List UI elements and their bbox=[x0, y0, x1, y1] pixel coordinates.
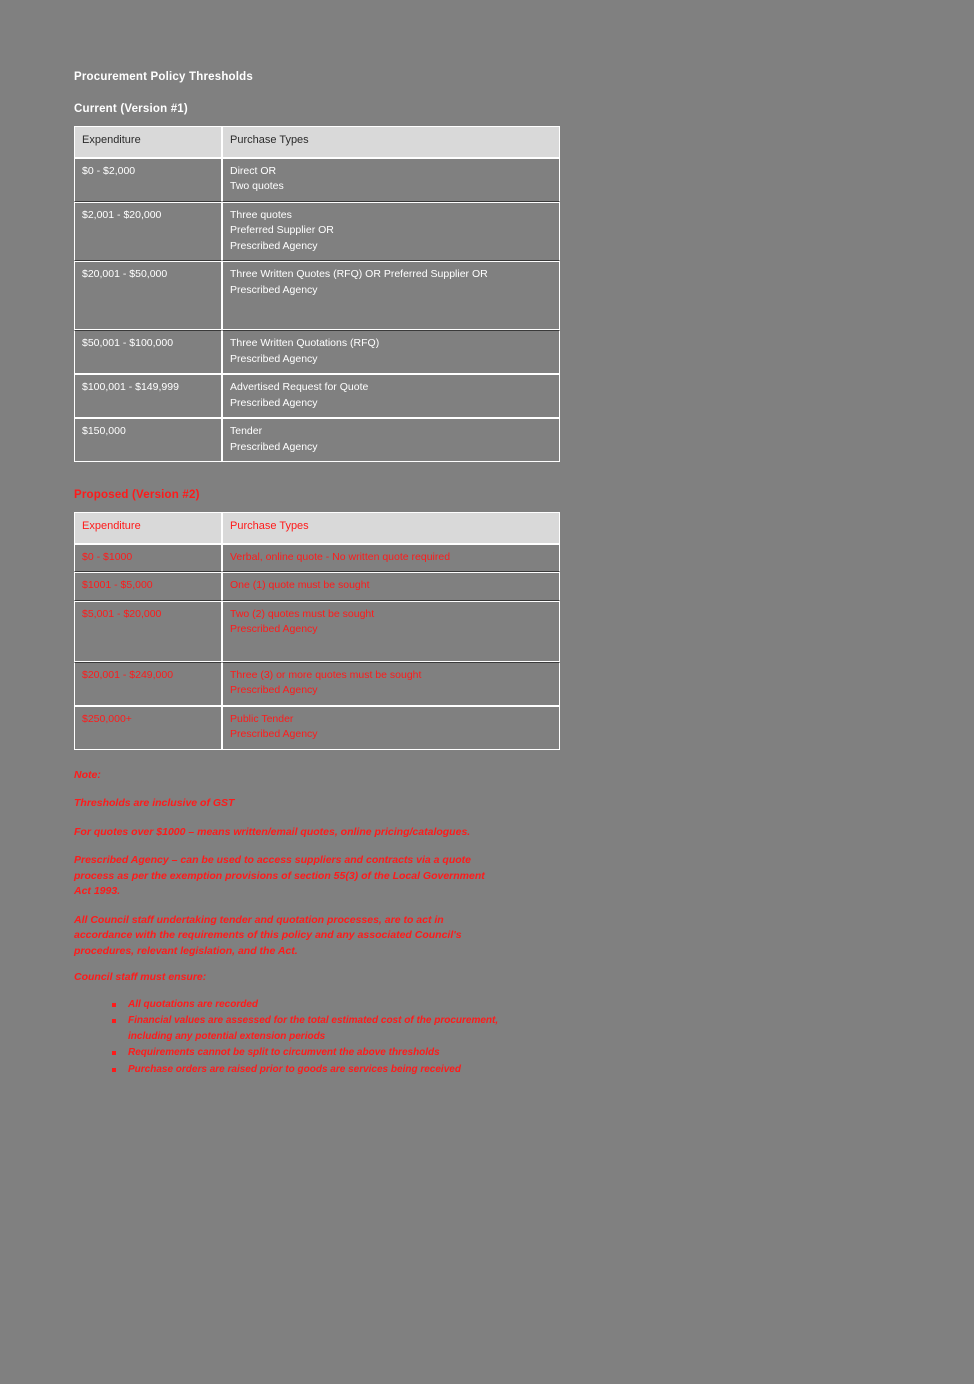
cell-purchase-types bbox=[222, 374, 560, 418]
table-header-row bbox=[74, 512, 560, 544]
proposed-version-heading: Proposed (Version #2) bbox=[74, 489, 200, 501]
cell-line: Three (3) or more quotes must be sought bbox=[230, 668, 422, 681]
table-row bbox=[74, 572, 560, 601]
note-list-intro: Council staff must ensure: bbox=[74, 971, 207, 983]
cell-purchase-types bbox=[222, 202, 560, 262]
cell-purchase-types bbox=[222, 261, 560, 330]
bullet-square-icon bbox=[112, 1003, 116, 1007]
notes-label: Note: bbox=[74, 768, 101, 781]
cell-expenditure: $20,001 - $249,000 bbox=[74, 662, 222, 706]
cell-line: Preferred Supplier OR bbox=[230, 224, 334, 236]
list-item bbox=[112, 1013, 504, 1044]
cell-purchase-types bbox=[222, 418, 560, 462]
table-row bbox=[74, 374, 560, 418]
cell-expenditure: $1001 - $5,000 bbox=[74, 572, 222, 601]
table-header-row bbox=[74, 126, 560, 158]
table-row bbox=[74, 662, 560, 706]
bullet-square-icon bbox=[112, 1068, 116, 1072]
column-header-purchase-types: Purchase Types bbox=[222, 512, 560, 544]
cell-line: Three Written Quotes (RFQ) OR Preferred Supplier OR bbox=[230, 268, 488, 280]
cell-expenditure: $250,000+ bbox=[74, 706, 222, 750]
cell-line: Prescribed Agency bbox=[230, 728, 318, 740]
table-row bbox=[74, 544, 560, 573]
section-spacer bbox=[74, 462, 974, 488]
page-title: Procurement Policy Thresholds bbox=[74, 71, 253, 83]
cell-line: Prescribed Agency bbox=[230, 440, 318, 453]
cell-purchase-types bbox=[222, 706, 560, 750]
list-item bbox=[112, 997, 504, 1013]
cell-expenditure: $100,001 - $149,999 bbox=[74, 374, 222, 418]
list-item-label: Requirements cannot be split to circumvent the above thresholds bbox=[128, 1047, 440, 1058]
table-row bbox=[74, 202, 560, 262]
cell-line: Three quotes bbox=[230, 208, 292, 221]
cell-purchase-types bbox=[222, 158, 560, 202]
cell-line: Public Tender bbox=[230, 712, 294, 725]
cell-line: One (1) quote must be sought bbox=[230, 579, 370, 591]
cell-line: Direct OR bbox=[230, 164, 277, 177]
cell-expenditure: $150,000 bbox=[74, 418, 222, 462]
bullet-square-icon bbox=[112, 1019, 116, 1023]
column-header-purchase-types: Purchase Types bbox=[222, 126, 560, 158]
note-paragraph-gst: Thresholds are inclusive of GST bbox=[74, 797, 235, 809]
cell-purchase-types bbox=[222, 662, 560, 706]
cell-purchase-types bbox=[222, 601, 560, 662]
list-item-label: Purchase orders are raised prior to goods are services being received bbox=[128, 1063, 461, 1075]
current-version-heading: Current (Version #1) bbox=[74, 103, 188, 115]
cell-purchase-types bbox=[222, 572, 560, 601]
table-row bbox=[74, 601, 560, 662]
cell-line: Three Written Quotations (RFQ) bbox=[230, 337, 380, 349]
proposed-thresholds-table bbox=[74, 512, 560, 750]
cell-line: Prescribed Agency bbox=[230, 684, 318, 696]
column-header-expenditure: Expenditure bbox=[74, 126, 222, 158]
cell-purchase-types bbox=[222, 544, 560, 573]
notes-bullet-list bbox=[74, 997, 504, 1078]
list-item-label: All quotations are recorded bbox=[128, 998, 259, 1010]
list-item bbox=[112, 1062, 504, 1078]
cell-expenditure: $0 - $2,000 bbox=[74, 158, 222, 202]
cell-line: Advertised Request for Quote bbox=[230, 381, 369, 393]
cell-expenditure: $5,001 - $20,000 bbox=[74, 601, 222, 662]
cell-line: Prescribed Agency bbox=[230, 239, 318, 252]
cell-expenditure: $20,001 - $50,000 bbox=[74, 261, 222, 330]
cell-line: Prescribed Agency bbox=[230, 352, 318, 365]
list-item-label: Financial values are assessed for the total estimated cost of the procurement, including any potential extension periods bbox=[128, 1015, 499, 1042]
bullet-square-icon bbox=[112, 1051, 116, 1055]
cell-purchase-types bbox=[222, 330, 560, 374]
cell-line: Two (2) quotes must be sought bbox=[230, 607, 375, 620]
table-row bbox=[74, 706, 560, 750]
list-item bbox=[112, 1045, 504, 1061]
note-paragraph-staff-compliance: All Council staff undertaking tender and quotation processes, are to act in accordance with the requirements of this policy and any associated Council's procedures, relevant legislation, and the Act. bbox=[74, 913, 462, 957]
cell-line: Tender bbox=[230, 425, 263, 437]
column-header-expenditure: Expenditure bbox=[74, 512, 222, 544]
notes-section bbox=[74, 768, 504, 1078]
table-row bbox=[74, 158, 560, 202]
cell-expenditure: $0 - $1000 bbox=[74, 544, 222, 573]
current-thresholds-table bbox=[74, 126, 560, 462]
cell-line: Verbal, online quote - No written quote required bbox=[230, 550, 451, 563]
cell-expenditure: $50,001 - $100,000 bbox=[74, 330, 222, 374]
cell-expenditure: $2,001 - $20,000 bbox=[74, 202, 222, 262]
cell-line: Two quotes bbox=[230, 180, 284, 192]
table-row bbox=[74, 330, 560, 374]
cell-line: Prescribed Agency bbox=[230, 396, 318, 409]
note-paragraph-prescribed-agency: Prescribed Agency – can be used to access suppliers and contracts via a quote process as per the exemption provisions of section 55(3) of the Local Government Act 1993. bbox=[74, 854, 485, 897]
table-row bbox=[74, 261, 560, 330]
cell-line: Prescribed Agency bbox=[230, 623, 318, 635]
cell-line: Prescribed Agency bbox=[230, 283, 318, 296]
note-paragraph-quotes: For quotes over $1000 – means written/email quotes, online pricing/catalogues. bbox=[74, 825, 471, 838]
table-row bbox=[74, 418, 560, 462]
